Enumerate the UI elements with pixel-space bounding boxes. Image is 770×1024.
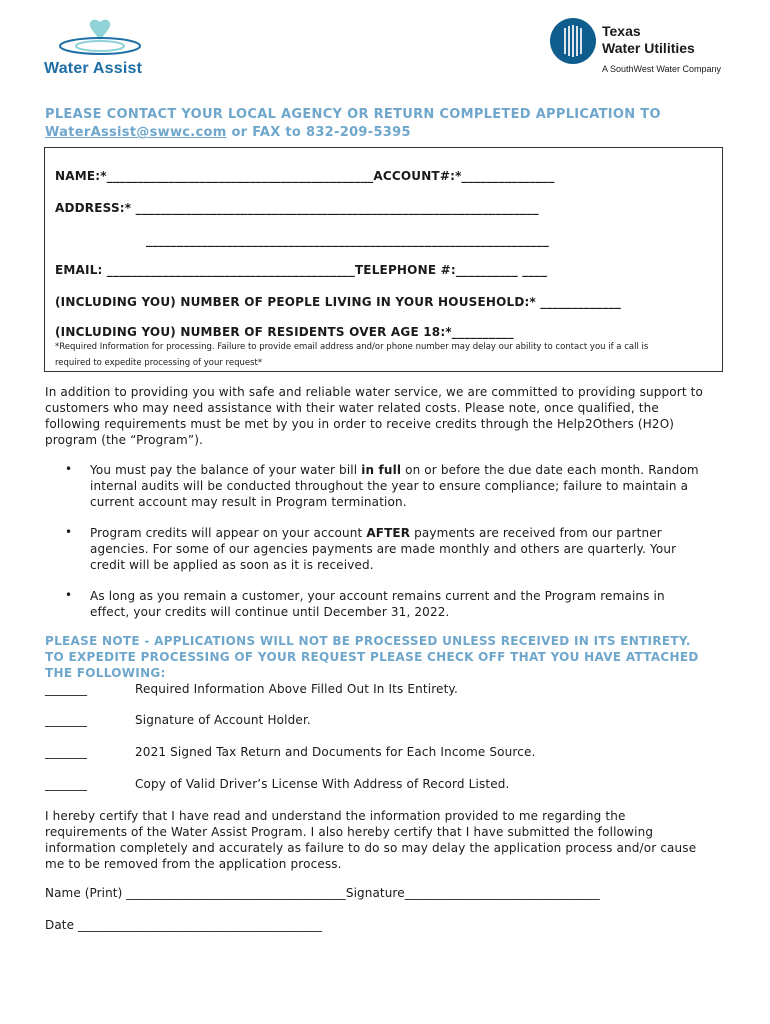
- certify-line: me to be removed from the application process.: [45, 857, 342, 871]
- texas-water-utilities-logo: [550, 18, 740, 78]
- twu-name-line2: Water Utilities: [602, 40, 695, 56]
- certify-line: information completely and accurately as failure to do so may delay the application process and/or cause: [45, 841, 697, 855]
- required-note-line2: required to expedite processing of your request*: [55, 358, 263, 368]
- twu-name-line1: Texas: [602, 23, 641, 39]
- intro-paragraph: [45, 384, 735, 448]
- email-telephone-field[interactable]: EMAIL: ________________________________________TELEPHONE #:__________ ____: [55, 263, 548, 277]
- note-line: PLEASE NOTE - APPLICATIONS WILL NOT BE PROCESSED UNLESS RECEIVED IN ITS ENTIRETY.: [45, 634, 691, 648]
- date-field[interactable]: Date ________________________________________: [45, 918, 322, 932]
- water-assist-logo: [42, 18, 172, 82]
- address-field[interactable]: ADDRESS:* _________________________________________________________________: [55, 201, 539, 215]
- certification-paragraph: [45, 808, 745, 872]
- bullet-text: payments are received from our partner: [410, 526, 662, 540]
- intro-line: following requirements must be met by you in order to receive credits through the Help2Others (H2O): [45, 417, 675, 431]
- bullet-line: agencies. For some of our agencies payments are made monthly and others are quarterly. Your: [90, 542, 677, 556]
- contact-line2: [45, 124, 735, 142]
- bullet-program-credits: [90, 525, 730, 573]
- bullet-icon: •: [65, 525, 73, 539]
- household-count-field[interactable]: (INCLUDING YOU) NUMBER OF PEOPLE LIVING IN YOUR HOUSEHOLD:* _____________: [55, 295, 621, 309]
- bullet-line: effect, your credits will continue until December 31, 2022.: [90, 605, 450, 619]
- bullet-icon: •: [65, 588, 73, 602]
- bullet-line: current account may result in Program termination.: [90, 495, 407, 509]
- note-line: TO EXPEDITE PROCESSING OF YOUR REQUEST PLEASE CHECK OFF THAT YOU HAVE ATTACHED: [45, 650, 699, 664]
- water-drop-heart-icon: [42, 18, 162, 62]
- checklist-blank[interactable]: _______: [45, 682, 87, 696]
- checklist-item-tax-return: 2021 Signed Tax Return and Documents for Each Income Source.: [135, 745, 536, 759]
- bullet-icon: •: [65, 462, 73, 476]
- contact-instructions: [45, 106, 735, 142]
- checklist-blank[interactable]: _______: [45, 777, 87, 791]
- contact-line1: PLEASE CONTACT YOUR LOCAL AGENCY OR RETURN COMPLETED APPLICATION TO: [45, 107, 661, 122]
- contact-fax: or FAX to 832-209-5395: [226, 125, 411, 140]
- certify-line: requirements of the Water Assist Program. I also hereby certify that I have submitted the following: [45, 825, 654, 839]
- bullet-emphasis: AFTER: [366, 526, 411, 540]
- intro-line: In addition to providing you with safe and reliable water service, we are committed to providing support to: [45, 385, 703, 399]
- bullet-text: on or before the due date each month. Random: [401, 463, 699, 477]
- address-field-line2[interactable]: _________________________________________________________________: [146, 233, 549, 247]
- checklist-blank[interactable]: _______: [45, 745, 87, 759]
- intro-line: customers who may need assistance with their water related costs. Please note, once qualified, the: [45, 401, 659, 415]
- checklist-item-drivers-license: Copy of Valid Driver’s License With Address of Record Listed.: [135, 777, 510, 791]
- note-line: THE FOLLOWING:: [45, 666, 166, 680]
- bullet-line: internal audits will be conducted throughout the year to ensure compliance; failure to maintain a: [90, 479, 689, 493]
- bullet-emphasis: in full: [361, 463, 402, 477]
- name-account-field[interactable]: NAME:*___________________________________________ACCOUNT#:*_______________: [55, 169, 555, 183]
- twu-globe-icon: [550, 18, 596, 64]
- bullet-line: [90, 462, 730, 478]
- bullet-text: You must pay the balance of your water bill: [90, 463, 362, 477]
- checklist-item-required-info: Required Information Above Filled Out In Its Entirety.: [135, 682, 458, 696]
- bullet-line: As long as you remain a customer, your account remains current and the Program remains in: [90, 589, 665, 603]
- intro-line: program (the “Program”).: [45, 433, 204, 447]
- bullet-line: [90, 525, 730, 541]
- required-note-line1: *Required Information for processing. Failure to provide email address and/or phone number may delay our ability to contact you if a call is: [55, 342, 649, 352]
- bullet-text: Program credits will appear on your account: [90, 526, 367, 540]
- residents-over-18-field[interactable]: (INCLUDING YOU) NUMBER OF RESIDENTS OVER AGE 18:*__________: [55, 325, 514, 339]
- bullet-pay-in-full: [90, 462, 730, 510]
- water-assist-wordmark: Water Assist: [44, 60, 143, 77]
- contact-email-link[interactable]: WaterAssist@swwc.com: [45, 125, 227, 140]
- name-signature-field[interactable]: Name (Print) ____________________________________Signature________________________________: [45, 886, 600, 900]
- checklist-blank[interactable]: _______: [45, 713, 87, 727]
- twu-tagline: A SouthWest Water Company: [602, 64, 722, 74]
- please-note-heading: [45, 633, 735, 681]
- bullet-line: credit will be applied as soon as it is received.: [90, 558, 374, 572]
- applicant-info-box: [44, 147, 723, 372]
- certify-line: I hereby certify that I have read and understand the information provided to me regarding the: [45, 809, 626, 823]
- bullet-remain-customer: [90, 588, 730, 620]
- checklist-item-signature: Signature of Account Holder.: [135, 713, 311, 727]
